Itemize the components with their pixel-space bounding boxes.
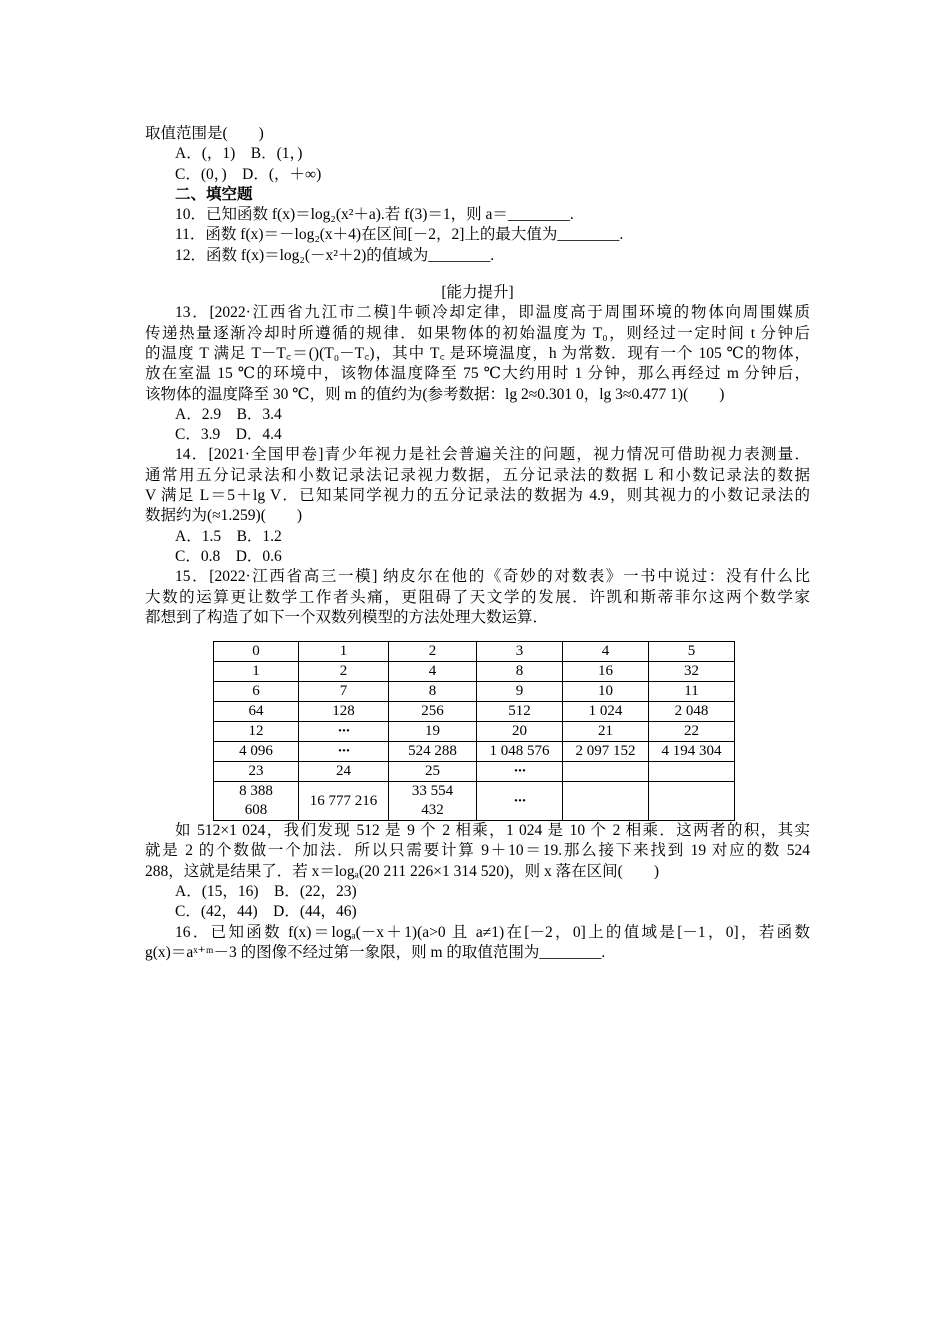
double-sequence-table (213, 641, 735, 821)
table-cell: 0 (214, 642, 299, 662)
q14-line4: 数据约为(≈1.259)( ) (145, 507, 303, 525)
table-cell: 512 (477, 702, 563, 722)
q14-options-cd: C．0.8 D．0.6 (175, 547, 282, 565)
table-cell (648, 782, 734, 821)
table-cell: 32 (648, 662, 734, 682)
table-cell: 2 048 (648, 702, 734, 722)
table-cell: 19 (389, 722, 477, 742)
q15-line2: 大数的运算更让数学工作者头痛，更阻碍了天文学的发展．许凯和斯蒂菲尔这两个数学家 (145, 588, 810, 606)
q16-line2: g(x)＝aˣ⁺ᵐ－3 的图像不经过第一象限，则 m 的取值范围为________. (145, 943, 606, 961)
table-cell: 4 (389, 662, 477, 682)
table-row (214, 742, 735, 762)
q14-line3: V 满足 L＝5＋lg V．已知某同学视力的五分记录法的数据为 4.9，则其视力的小数记录法的 (145, 487, 810, 505)
table-cell: 8 (477, 662, 563, 682)
q14-line1: 14．[2021·全国甲卷]青少年视力是社会普遍关注的问题，视力情况可借助视力表测量． (175, 446, 810, 464)
table-cell: 6 (214, 682, 299, 702)
section-heading-fill-in: 二、填空题 (175, 185, 253, 203)
table-cell: 22 (648, 722, 734, 742)
table-cell: 64 (214, 702, 299, 722)
table-cell: 1 024 (562, 702, 648, 722)
table-cell: 4 194 304 (648, 742, 734, 762)
q13-options-cd: C．3.9 D．4.4 (175, 426, 282, 444)
table-cell: ··· (477, 762, 563, 782)
q9-tail: 取值范围是( ) (145, 125, 264, 142)
table-cell: 23 (214, 762, 299, 782)
table-cell: 9 (477, 682, 563, 702)
table-cell: 21 (562, 722, 648, 742)
table-cell: 7 (298, 682, 388, 702)
q13-line1: 13．[2022·江西省九江市二模]牛顿冷却定律，即温度高于周围环境的物体向周围媒质 (175, 304, 810, 322)
table-row (214, 702, 735, 722)
table-cell: 4 096 (214, 742, 299, 762)
q15-options-ab: A．(15，16) B．(22，23) (175, 883, 357, 901)
q15-line5: 就是 2 的个数做一个加法．所以只需要计算 9＋10＝19.那么接下来找到 19 对应的数 524 (145, 842, 810, 860)
q13-line5: 该物体的温度降至 30 ℃，则 m 的值约为(参考数据：lg 2≈0.301 0，lg 3≈0.477 1)( ) (145, 385, 725, 403)
table-cell: 11 (648, 682, 734, 702)
q16-line1: 16．已知函数 f(x)＝logₐ(－x＋1)(a>0 且 a≠1)在[－2，0]上的值域是[－1，0]，若函数 (175, 923, 810, 941)
table-cell: ··· (477, 782, 563, 821)
q13-line4: 放在室温 15 ℃的环境中，该物体温度降至 75 ℃大约用时 1 分钟，那么再经过 m 分钟后， (145, 365, 810, 383)
q15-line6: 288，这就是结果了．若 x＝logₐ(20 211 226×1 314 520)，则 x 落在区间( ) (145, 862, 659, 880)
q9-options-ab: A．(，1) B．(1，) (175, 145, 303, 163)
table-cell: 12 (214, 722, 299, 742)
q14-line2: 通常用五分记录法和小数记录法记录视力数据，五分记录法的数据 L 和小数记录法的数据 (145, 466, 810, 484)
table-cell: 1 (298, 642, 388, 662)
table-cell (648, 762, 734, 782)
q11: 11．函数 f(x)＝－log₂(x＋4)在区间[－2，2]上的最大值为________. (175, 226, 624, 244)
table-row (214, 762, 735, 782)
table-row (214, 722, 735, 742)
table-cell: 33 554 432 (389, 782, 477, 821)
table-row (214, 642, 735, 662)
table-cell: 2 (389, 642, 477, 662)
table-cell: ··· (298, 722, 388, 742)
q10: 10．已知函数 f(x)＝log₂(x²＋a).若 f(3)＝1，则 a＝________. (175, 206, 574, 224)
table-cell: 1 (214, 662, 299, 682)
table-cell: 256 (389, 702, 477, 722)
table-cell: 1 048 576 (477, 742, 563, 762)
table-cell: 5 (648, 642, 734, 662)
q13-line2: 传递热量逐渐冷却时所遵循的规律．如果物体的初始温度为 T₀，则经过一定时间 t 分钟后 (145, 324, 810, 342)
table-cell (562, 762, 648, 782)
table-cell: 16 777 216 (298, 782, 388, 821)
table-cell: 10 (562, 682, 648, 702)
table-cell: 3 (477, 642, 563, 662)
table-cell: 8 388 608 (214, 782, 299, 821)
table-cell: 2 097 152 (562, 742, 648, 762)
q14-options-ab: A．1.5 B．1.2 (175, 527, 282, 545)
q15-options-cd: C．(42，44) D．(44，46) (175, 903, 357, 921)
q13-options-ab: A．2.9 B．3.4 (175, 405, 282, 423)
double-sequence-table-wrap (213, 641, 810, 821)
table-cell: 16 (562, 662, 648, 682)
table-cell (562, 782, 648, 821)
table-cell: 524 288 (389, 742, 477, 762)
table-row (214, 662, 735, 682)
q15-line4: 如 512×1 024，我们发现 512 是 9 个 2 相乘，1 024 是 10 个 2 相乘．这两者的积，其实 (175, 822, 810, 840)
table-cell: 25 (389, 762, 477, 782)
q9-options-cd: C．(0，) D．(，＋∞) (175, 165, 322, 183)
table-row (214, 682, 735, 702)
q12: 12．函数 f(x)＝log₂(－x²＋2)的值域为________. (175, 246, 495, 264)
table-cell: 20 (477, 722, 563, 742)
table-cell: ··· (298, 742, 388, 762)
q15-line1: 15．[2022·江西省高三一模] 纳皮尔在他的《奇妙的对数表》一书中说过：没有什么比 (175, 568, 810, 586)
table-cell: 2 (298, 662, 388, 682)
table-cell: 4 (562, 642, 648, 662)
table-row (214, 782, 735, 821)
q15-line3: 都想到了构造了如下一个双数列模型的方法处理大数运算． (145, 608, 549, 626)
table-cell: 128 (298, 702, 388, 722)
section-heading-ability: [能力提升] (441, 284, 514, 302)
q13-line3: 的温度 T 满足 T－T꜀＝()(T₀－T꜀)，其中 T꜀ 是环境温度，h 为常数．现有一个 105 ℃的物体， (145, 344, 810, 362)
table-cell: 24 (298, 762, 388, 782)
document-page (145, 124, 810, 963)
table-cell: 8 (389, 682, 477, 702)
